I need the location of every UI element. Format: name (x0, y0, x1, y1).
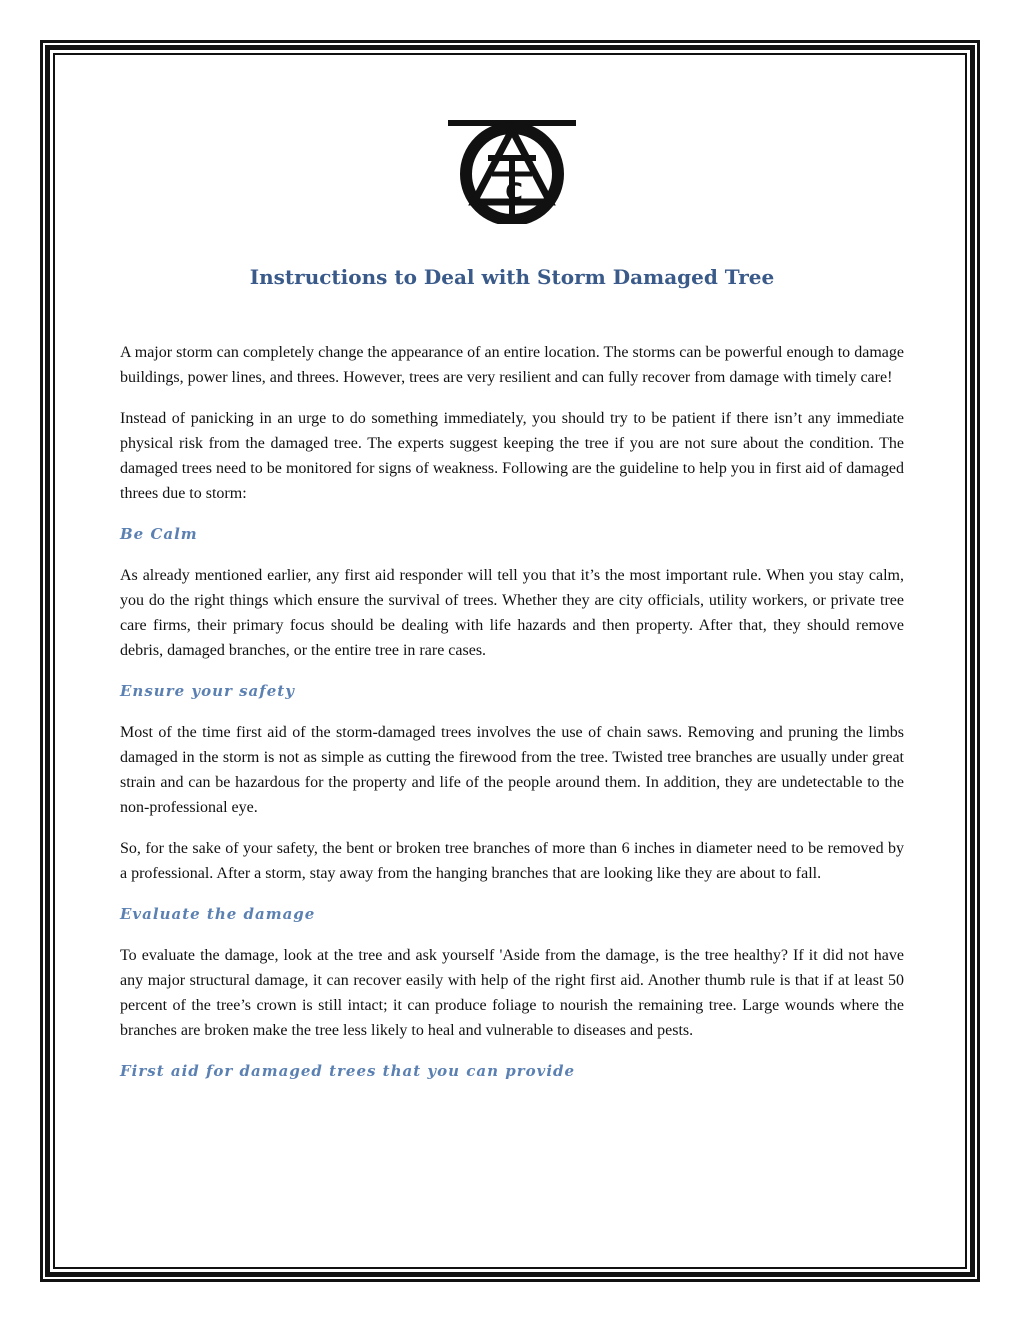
section-paragraph: So, for the sake of your safety, the bent or broken tree branches of more than 6 inches in diameter need to be removed by a professional. After a storm, stay away from the hanging branches that are looking like they are about to fall. (120, 840, 904, 882)
company-logo (448, 120, 576, 224)
intro-paragraph: Instead of panicking in an urge to do something immediately, you should try to be patient if there isn’t any immediate physical risk from the damaged tree. The experts suggest keeping the tree if you are not sure about the condition. The damaged trees need to be monitored for signs of weakness. Following are the guideline to help you in first aid of damaged threes due to storm: (120, 410, 904, 502)
document-body (120, 340, 904, 1100)
section-paragraph: To evaluate the damage, look at the tree and ask yourself 'Aside from the damage, is the tree healthy? If it did not have any major structural damage, it can recover easily with help of the right first aid. Another thumb rule is that if at least 50 percent of the tree’s crown is still intact; it can produce foliage to nourish the remaining tree. Large wounds where the branches are broken make the tree less likely to heal and vulnerable to diseases and pests. (120, 947, 904, 1039)
intro-paragraph: A major storm can completely change the appearance of an entire location. The storms can be powerful enough to damage buildings, power lines, and threes. However, trees are very resilient and can fully recover from damage with timely care! (120, 344, 904, 386)
section-paragraph: Most of the time first aid of the storm-damaged trees involves the use of chain saws. Removing and pruning the limbs damaged in the storm is not as simple as cutting the firewood from the tree. Twisted tree branches are usually under great strain and can be hazardous for the property and life of the people around them. In addition, they are undetectable to the non-professional eye. (120, 724, 904, 816)
section-heading-first-aid: First aid for damaged trees that you can provide (120, 1062, 576, 1080)
page-title: Instructions to Deal with Storm Damaged Tree (249, 265, 775, 289)
section-heading-be-calm: Be Calm (120, 525, 198, 543)
section-heading-ensure-safety: Ensure your safety (120, 682, 295, 700)
logo-lettering: C (505, 178, 523, 206)
section-paragraph: As already mentioned earlier, any first aid responder will tell you that it’s the most important rule. When you stay calm, you do the right things which ensure the survival of trees. Whether they are city officials, utility workers, or private tree care firms, their primary focus should be dealing with life hazards and then property. After that, they should remove debris, damaged branches, or the entire tree in rare cases. (120, 567, 904, 659)
section-heading-evaluate-damage: Evaluate the damage (120, 905, 316, 923)
